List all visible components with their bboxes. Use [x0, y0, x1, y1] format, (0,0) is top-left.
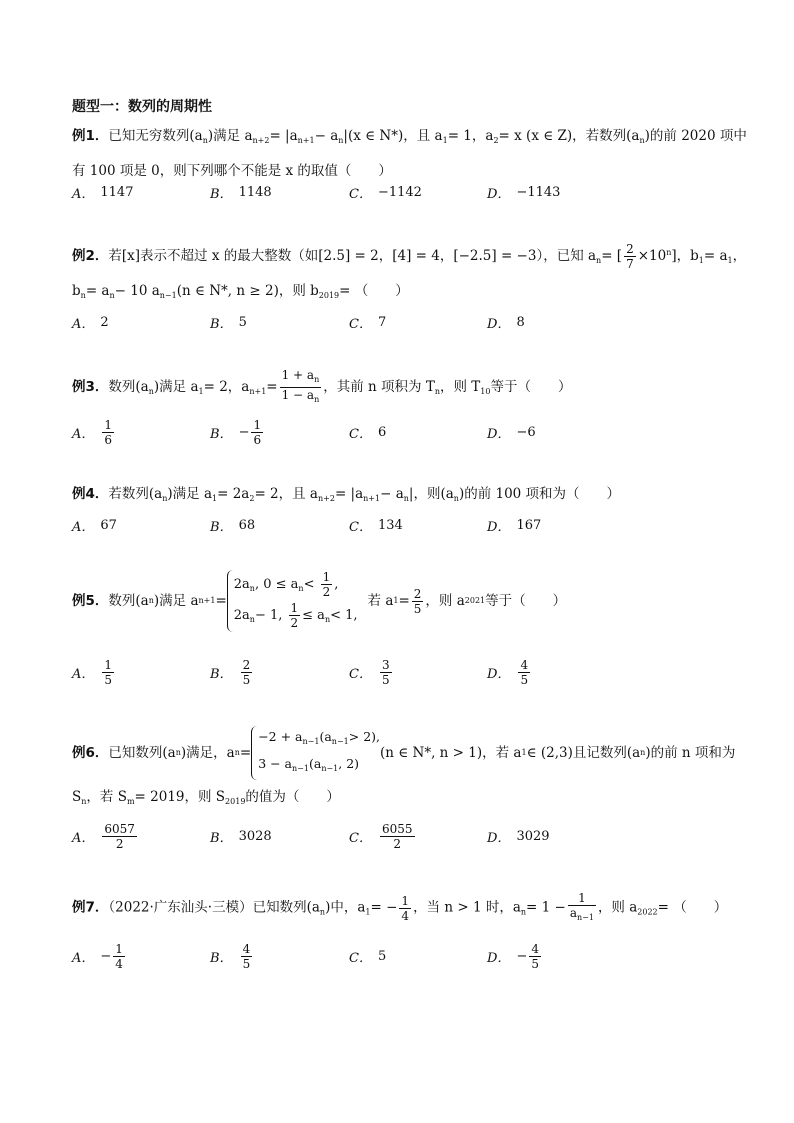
option-b[interactable]: B． − $\frac{1}{6}$	[210, 417, 262, 447]
option-d[interactable]: D． $\frac{4}{5}$	[487, 657, 529, 687]
question-2: 例2．若[x]表示不超过 x 的最大整数（如[2.5] = 2，[4] = 4，[−2.5] = −3），已知 $a_n=$ [ $\frac{2}{7}$ $\times 10^n$]，$b_1= a_1$， $b_n= a_n- 10$ $a_{n-1}(n$ ∈ N*, n ≥ 2)，则 $b_{2019}=$ （ ）	[72, 242, 747, 300]
options-3	[72, 416, 732, 448]
question-label: 例5．	[72, 593, 109, 609]
options-5	[72, 656, 732, 688]
question-label: 例2．	[72, 248, 109, 264]
question-5: 例5． 数列(a n )满足 a n+1 = $2a_n$, $0 \le a_n<$ $\frac{1}{2}$ , $2a_n- 1$, $\frac{1}{2}$ ≤ $a_n< 1$, 若 a 1 = $\frac{2}{5}$ ，则 a 2021 等于（ ）	[72, 570, 567, 630]
piecewise-definition: $-2 + a_{n-1}(a_{n-1}> 2)$, $3 - a_{n-1}(a_{n-1}$, 2)	[251, 726, 380, 780]
option-a[interactable]: A． $\frac{1}{5}$	[72, 657, 113, 687]
option-d[interactable]: D． −6	[487, 424, 536, 442]
question-1: 例1．已知无穷数列$(a_n)$满足 $a_{n+2}= |a_{n+1}- a_n|(x$ ∈ N*)，且 $a_1= 1$，$a_2= x$ (x ∈ Z)，若数列$(a_n)$的前 2020 项中 有 100 项是 0，则下列哪个不能是 x 的取值（ ）	[72, 128, 747, 179]
option-c[interactable]: C． 7	[349, 314, 387, 332]
question-label: 例4．	[72, 486, 109, 502]
option-c[interactable]: C． 134	[349, 517, 403, 535]
options-6	[72, 820, 732, 852]
option-b[interactable]: B． 68	[210, 517, 256, 535]
question-label: 例7．	[72, 899, 109, 916]
question-3: 例3．数列$(a_n)$满足 $a_1= 2$，$a_{n+1}=$ $\frac{1 + a_n}{1 - a_n}$ ，其前 n 项积为 $T_n$，则 $T_{10}$等于（ ）	[72, 368, 572, 404]
options-7	[72, 940, 732, 972]
option-a[interactable]: A． 2	[72, 314, 109, 332]
option-a[interactable]: A． − $\frac{1}{4}$	[72, 941, 123, 971]
question-label: 例6．	[72, 745, 109, 761]
options-4	[72, 509, 732, 541]
option-a[interactable]: A． 1147	[72, 184, 134, 202]
option-b[interactable]: B． 5	[210, 314, 247, 332]
option-d[interactable]: D． − $\frac{4}{5}$	[487, 941, 539, 971]
option-d[interactable]: D． 3029	[487, 828, 550, 846]
option-d[interactable]: D． −1143	[487, 184, 561, 202]
option-d[interactable]: D． 8	[487, 314, 525, 332]
option-c[interactable]: C． −1142	[349, 184, 422, 202]
option-d[interactable]: D． 167	[487, 517, 542, 535]
option-c[interactable]: C． 5	[349, 948, 387, 966]
option-a[interactable]: A． $\frac{6057}{2}$	[72, 821, 135, 851]
option-b[interactable]: B． $\frac{4}{5}$	[210, 941, 251, 971]
option-a[interactable]: A． $\frac{1}{6}$	[72, 417, 113, 447]
option-a[interactable]: A． 67	[72, 517, 117, 535]
question-label: 例1．	[72, 128, 109, 144]
option-c[interactable]: C． $\frac{3}{5}$	[349, 657, 390, 687]
option-c[interactable]: C． $\frac{6055}{2}$	[349, 821, 413, 851]
piecewise-definition: $2a_n$, $0 \le a_n<$ $\frac{1}{2}$ , $2a_n- 1$, $\frac{1}{2}$ ≤ $a_n< 1$,	[227, 570, 358, 632]
question-label: 例3．	[72, 379, 109, 395]
question-7: 例7．（2022·广东汕头·三模）已知数列$(a_n)$中，$a_1=$ − $\frac{1}{4}$ ，当 n > 1 时，$a_n= 1$ − $\frac{1}{a_{n-1}}$ ，则 $a_{2022}=$ （ ）	[72, 891, 728, 923]
options-1	[72, 176, 732, 208]
question-6: 例6． 已知数列(a n )满足，a n = $-2 + a_{n-1}(a_{n-1}> 2)$, $3 - a_{n-1}(a_{n-1}$, 2) (n ∈ N*, n > 1)，若 a 1 ∈ (2,3)且记数列(a n )的前 n 项和为 $S_n$，若 $S_m= 2019$，则 $S_{2019}$的值为（ ）	[72, 726, 732, 817]
option-c[interactable]: C． 6	[349, 424, 387, 442]
options-2	[72, 306, 732, 338]
question-4: 例4．若数列$(a_n)$满足 $a_1= 2a_2= 2$，且 $a_{n+2}= |a_{n+1}- a_n|$，则$(a_n)$的前 100 项和为（ ）	[72, 486, 621, 503]
section-heading: 题型一：数列的周期性	[72, 99, 212, 115]
option-b[interactable]: B． $\frac{2}{5}$	[210, 657, 251, 687]
option-b[interactable]: B． 3028	[210, 828, 272, 846]
option-b[interactable]: B． 1148	[210, 184, 272, 202]
